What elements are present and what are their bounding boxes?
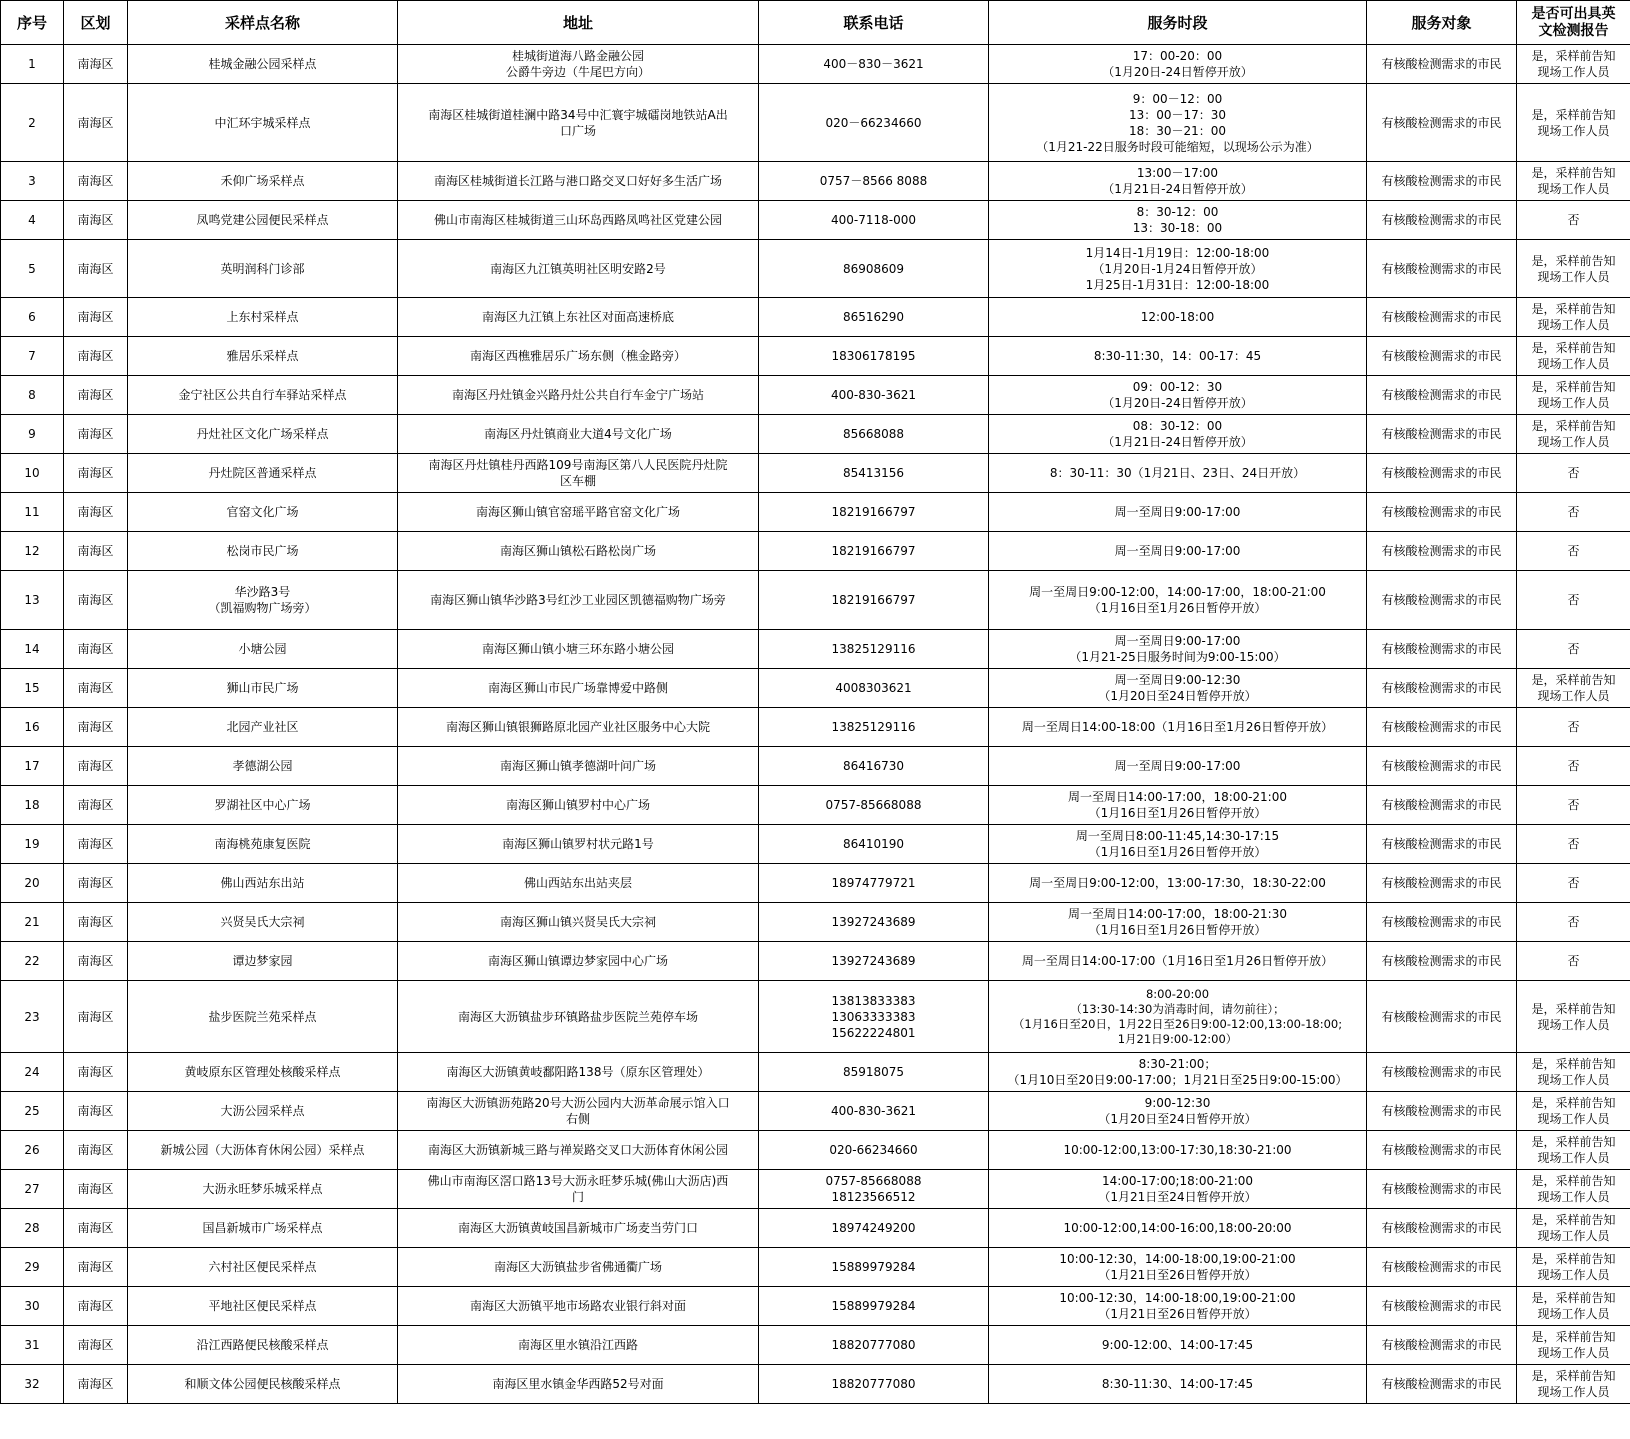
table-row xyxy=(1,786,1630,825)
table-row xyxy=(1,981,1630,1053)
cell-service-target: 有核酸检测需求的市民 xyxy=(1367,1170,1517,1209)
cell-district: 南海区 xyxy=(64,825,128,864)
cell-service-hours: 周一至周日9:00-17:00 （1月21-25日服务时间为9:00-15:00） xyxy=(989,630,1367,669)
cell-site-name: 丹灶社区文化广场采样点 xyxy=(128,415,398,454)
cell-address: 南海区大沥镇盐步环镇路盐步医院兰苑停车场 xyxy=(398,981,759,1053)
cell-address: 南海区大沥镇新城三路与禅炭路交叉口大沥体育休闲公园 xyxy=(398,1131,759,1170)
cell-service-target: 有核酸检测需求的市民 xyxy=(1367,493,1517,532)
cell-english-report: 是，采样前告知 现场工作人员 xyxy=(1517,162,1630,201)
cell-district: 南海区 xyxy=(64,45,128,84)
cell-phone: 18820777080 xyxy=(759,1365,989,1404)
cell-service-hours: 8：30-12：00 13：30-18：00 xyxy=(989,201,1367,240)
cell-phone: 85668088 xyxy=(759,415,989,454)
header-service-hours: 服务时段 xyxy=(989,1,1367,45)
cell-phone: 18219166797 xyxy=(759,571,989,630)
cell-index: 3 xyxy=(1,162,64,201)
cell-district: 南海区 xyxy=(64,1053,128,1092)
cell-index: 19 xyxy=(1,825,64,864)
cell-english-report: 否 xyxy=(1517,747,1630,786)
cell-service-target: 有核酸检测需求的市民 xyxy=(1367,1209,1517,1248)
cell-service-target: 有核酸检测需求的市民 xyxy=(1367,1053,1517,1092)
cell-site-name: 金宁社区公共自行车驿站采样点 xyxy=(128,376,398,415)
cell-phone: 13927243689 xyxy=(759,942,989,981)
cell-index: 4 xyxy=(1,201,64,240)
cell-district: 南海区 xyxy=(64,454,128,493)
cell-index: 28 xyxy=(1,1209,64,1248)
cell-address: 南海区狮山镇孝德湖叶问广场 xyxy=(398,747,759,786)
cell-district: 南海区 xyxy=(64,493,128,532)
cell-index: 29 xyxy=(1,1248,64,1287)
cell-address: 佛山市南海区桂城街道三山环岛西路凤鸣社区党建公园 xyxy=(398,201,759,240)
cell-district: 南海区 xyxy=(64,747,128,786)
header-index: 序号 xyxy=(1,1,64,45)
cell-service-hours: 17：00-20：00 （1月20日-24日暂停开放） xyxy=(989,45,1367,84)
cell-index: 1 xyxy=(1,45,64,84)
table-row xyxy=(1,669,1630,708)
cell-site-name: 官窑文化广场 xyxy=(128,493,398,532)
cell-district: 南海区 xyxy=(64,864,128,903)
cell-index: 32 xyxy=(1,1365,64,1404)
cell-service-hours: 1月14日-1月19日：12:00-18:00 （1月20日-1月24日暂停开放） 1月25日-1月31日：12:00-18:00 xyxy=(989,240,1367,298)
cell-district: 南海区 xyxy=(64,1131,128,1170)
table-row xyxy=(1,825,1630,864)
cell-district: 南海区 xyxy=(64,1209,128,1248)
cell-english-report: 是，采样前告知 现场工作人员 xyxy=(1517,376,1630,415)
table-row xyxy=(1,240,1630,298)
cell-service-hours: 12:00-18:00 xyxy=(989,298,1367,337)
cell-index: 2 xyxy=(1,84,64,162)
cell-district: 南海区 xyxy=(64,1170,128,1209)
cell-english-report: 否 xyxy=(1517,630,1630,669)
cell-index: 23 xyxy=(1,981,64,1053)
cell-address: 南海区丹灶镇商业大道4号文化广场 xyxy=(398,415,759,454)
cell-service-hours: 10:00-12:00,13:00-17:30,18:30-21:00 xyxy=(989,1131,1367,1170)
cell-english-report: 否 xyxy=(1517,708,1630,747)
cell-english-report: 是，采样前告知 现场工作人员 xyxy=(1517,1209,1630,1248)
table-row xyxy=(1,532,1630,571)
cell-phone: 13825129116 xyxy=(759,630,989,669)
cell-district: 南海区 xyxy=(64,337,128,376)
table-row xyxy=(1,84,1630,162)
cell-service-target: 有核酸检测需求的市民 xyxy=(1367,415,1517,454)
header-service-target: 服务对象 xyxy=(1367,1,1517,45)
cell-service-target: 有核酸检测需求的市民 xyxy=(1367,162,1517,201)
cell-site-name: 上东村采样点 xyxy=(128,298,398,337)
header-site-name: 采样点名称 xyxy=(128,1,398,45)
table-row xyxy=(1,337,1630,376)
cell-index: 22 xyxy=(1,942,64,981)
cell-index: 24 xyxy=(1,1053,64,1092)
cell-index: 18 xyxy=(1,786,64,825)
cell-service-target: 有核酸检测需求的市民 xyxy=(1367,454,1517,493)
cell-site-name: 新城公园（大沥体育休闲公园）采样点 xyxy=(128,1131,398,1170)
cell-service-target: 有核酸检测需求的市民 xyxy=(1367,708,1517,747)
table-row xyxy=(1,1326,1630,1365)
table-row xyxy=(1,162,1630,201)
cell-phone: 0757-85668088 18123566512 xyxy=(759,1170,989,1209)
cell-site-name: 孝德湖公园 xyxy=(128,747,398,786)
cell-service-target: 有核酸检测需求的市民 xyxy=(1367,1092,1517,1131)
cell-phone: 86410190 xyxy=(759,825,989,864)
cell-site-name: 狮山市民广场 xyxy=(128,669,398,708)
cell-district: 南海区 xyxy=(64,201,128,240)
cell-index: 8 xyxy=(1,376,64,415)
header-district: 区划 xyxy=(64,1,128,45)
cell-english-report: 是，采样前告知 现场工作人员 xyxy=(1517,1365,1630,1404)
cell-address: 南海区九江镇上东社区对面高速桥底 xyxy=(398,298,759,337)
cell-district: 南海区 xyxy=(64,1248,128,1287)
cell-english-report: 是，采样前告知 现场工作人员 xyxy=(1517,45,1630,84)
cell-index: 20 xyxy=(1,864,64,903)
cell-address: 南海区狮山镇罗村状元路1号 xyxy=(398,825,759,864)
cell-service-hours: 9:00-12:30 （1月20日至24日暂停开放） xyxy=(989,1092,1367,1131)
cell-phone: 18974249200 xyxy=(759,1209,989,1248)
cell-english-report: 是，采样前告知 现场工作人员 xyxy=(1517,1131,1630,1170)
cell-index: 14 xyxy=(1,630,64,669)
cell-district: 南海区 xyxy=(64,708,128,747)
header-row xyxy=(1,1,1630,45)
cell-service-hours: 10:00-12:30，14:00-18:00,19:00-21:00 （1月21日至26日暂停开放） xyxy=(989,1287,1367,1326)
table-row xyxy=(1,708,1630,747)
cell-site-name: 平地社区便民采样点 xyxy=(128,1287,398,1326)
table-row xyxy=(1,571,1630,630)
cell-service-target: 有核酸检测需求的市民 xyxy=(1367,1365,1517,1404)
cell-english-report: 是，采样前告知 现场工作人员 xyxy=(1517,1053,1630,1092)
table-row xyxy=(1,1131,1630,1170)
cell-phone: 86416730 xyxy=(759,747,989,786)
cell-phone: 020－66234660 xyxy=(759,84,989,162)
table-row xyxy=(1,1092,1630,1131)
cell-service-target: 有核酸检测需求的市民 xyxy=(1367,669,1517,708)
cell-service-hours: 9：00－12：00 13：00－17：30 18：30－21：00 （1月21-22日服务时段可能缩短，以现场公示为准） xyxy=(989,84,1367,162)
cell-site-name: 谭边梦家园 xyxy=(128,942,398,981)
cell-address: 桂城街道海八路金融公园 公爵牛旁边（牛尾巴方向） xyxy=(398,45,759,84)
cell-service-hours: 周一至周日14:00-18:00（1月16日至1月26日暂停开放） xyxy=(989,708,1367,747)
cell-service-hours: 8:30-11:30，14：00-17：45 xyxy=(989,337,1367,376)
table-row xyxy=(1,376,1630,415)
cell-english-report: 是，采样前告知 现场工作人员 xyxy=(1517,240,1630,298)
cell-index: 7 xyxy=(1,337,64,376)
cell-phone: 85918075 xyxy=(759,1053,989,1092)
cell-district: 南海区 xyxy=(64,415,128,454)
cell-service-target: 有核酸检测需求的市民 xyxy=(1367,240,1517,298)
cell-district: 南海区 xyxy=(64,786,128,825)
cell-english-report: 否 xyxy=(1517,201,1630,240)
cell-site-name: 雅居乐采样点 xyxy=(128,337,398,376)
cell-address: 南海区桂城街道桂澜中路34号中汇寰宇城礌岗地铁站A出 口广场 xyxy=(398,84,759,162)
cell-phone: 13927243689 xyxy=(759,903,989,942)
cell-index: 25 xyxy=(1,1092,64,1131)
cell-district: 南海区 xyxy=(64,1365,128,1404)
cell-address: 南海区丹灶镇桂丹西路109号南海区第八人民医院丹灶院 区车棚 xyxy=(398,454,759,493)
cell-phone: 13825129116 xyxy=(759,708,989,747)
cell-district: 南海区 xyxy=(64,981,128,1053)
cell-district: 南海区 xyxy=(64,84,128,162)
cell-phone: 400-830-3621 xyxy=(759,1092,989,1131)
cell-service-target: 有核酸检测需求的市民 xyxy=(1367,1131,1517,1170)
cell-phone: 18820777080 xyxy=(759,1326,989,1365)
cell-phone: 86908609 xyxy=(759,240,989,298)
cell-address: 南海区大沥镇黄岐鄱阳路138号（原东区管理处） xyxy=(398,1053,759,1092)
cell-address: 南海区狮山镇松石路松岗广场 xyxy=(398,532,759,571)
cell-address: 南海区大沥镇沥苑路20号大沥公园内大沥革命展示馆入口 右侧 xyxy=(398,1092,759,1131)
cell-service-hours: 8：30-11：30（1月21日、23日、24日开放） xyxy=(989,454,1367,493)
cell-phone: 18219166797 xyxy=(759,532,989,571)
table-row xyxy=(1,1248,1630,1287)
cell-phone: 18974779721 xyxy=(759,864,989,903)
cell-english-report: 是，采样前告知 现场工作人员 xyxy=(1517,1092,1630,1131)
cell-site-name: 黄岐原东区管理处核酸采样点 xyxy=(128,1053,398,1092)
cell-phone: 13813833383 13063333383 15622224801 xyxy=(759,981,989,1053)
cell-site-name: 罗湖社区中心广场 xyxy=(128,786,398,825)
table-row xyxy=(1,1053,1630,1092)
cell-site-name: 北园产业社区 xyxy=(128,708,398,747)
table-row xyxy=(1,630,1630,669)
cell-service-hours: 周一至周日14:00-17:00（1月16日至1月26日暂停开放） xyxy=(989,942,1367,981)
cell-address: 南海区狮山镇银狮路原北园产业社区服务中心大院 xyxy=(398,708,759,747)
cell-service-target: 有核酸检测需求的市民 xyxy=(1367,1248,1517,1287)
cell-index: 9 xyxy=(1,415,64,454)
cell-phone: 400-830-3621 xyxy=(759,376,989,415)
cell-service-target: 有核酸检测需求的市民 xyxy=(1367,337,1517,376)
cell-phone: 0757-85668088 xyxy=(759,786,989,825)
cell-index: 27 xyxy=(1,1170,64,1209)
cell-address: 南海区桂城街道长江路与港口路交叉口好好多生活广场 xyxy=(398,162,759,201)
cell-address: 南海区大沥镇平地市场路农业银行斜对面 xyxy=(398,1287,759,1326)
cell-phone: 18306178195 xyxy=(759,337,989,376)
cell-address: 南海区狮山市民广场靠博爱中路侧 xyxy=(398,669,759,708)
cell-service-hours: 周一至周日9:00-12:30 （1月20日至24日暂停开放） xyxy=(989,669,1367,708)
cell-site-name: 南海桃苑康复医院 xyxy=(128,825,398,864)
cell-service-hours: 周一至周日9:00-17:00 xyxy=(989,747,1367,786)
cell-address: 南海区狮山镇官窑瑶平路官窑文化广场 xyxy=(398,493,759,532)
table-row xyxy=(1,1365,1630,1404)
cell-service-target: 有核酸检测需求的市民 xyxy=(1367,1287,1517,1326)
cell-district: 南海区 xyxy=(64,942,128,981)
cell-address: 南海区大沥镇盐步省佛通衢广场 xyxy=(398,1248,759,1287)
cell-address: 佛山市南海区滘口路13号大沥永旺梦乐城(佛山大沥店)西 门 xyxy=(398,1170,759,1209)
cell-index: 17 xyxy=(1,747,64,786)
table-row xyxy=(1,493,1630,532)
table-row xyxy=(1,942,1630,981)
cell-service-hours: 8:30-21:00； （1月10日至20日9:00-17:00；1月21日至25日9:00-15:00） xyxy=(989,1053,1367,1092)
cell-site-name: 小塘公园 xyxy=(128,630,398,669)
cell-address: 南海区丹灶镇金兴路丹灶公共自行车金宁广场站 xyxy=(398,376,759,415)
cell-service-target: 有核酸检测需求的市民 xyxy=(1367,1326,1517,1365)
cell-site-name: 大沥公园采样点 xyxy=(128,1092,398,1131)
cell-english-report: 否 xyxy=(1517,903,1630,942)
cell-phone: 020-66234660 xyxy=(759,1131,989,1170)
cell-phone: 400-7118-000 xyxy=(759,201,989,240)
cell-service-target: 有核酸检测需求的市民 xyxy=(1367,45,1517,84)
cell-index: 26 xyxy=(1,1131,64,1170)
cell-site-name: 六村社区便民采样点 xyxy=(128,1248,398,1287)
cell-english-report: 是，采样前告知 现场工作人员 xyxy=(1517,1287,1630,1326)
cell-district: 南海区 xyxy=(64,571,128,630)
table-row xyxy=(1,747,1630,786)
cell-service-target: 有核酸检测需求的市民 xyxy=(1367,376,1517,415)
cell-phone: 18219166797 xyxy=(759,493,989,532)
cell-index: 5 xyxy=(1,240,64,298)
cell-service-hours: 10:00-12:30，14:00-18:00,19:00-21:00 （1月21日至26日暂停开放） xyxy=(989,1248,1367,1287)
cell-index: 31 xyxy=(1,1326,64,1365)
cell-district: 南海区 xyxy=(64,669,128,708)
cell-service-target: 有核酸检测需求的市民 xyxy=(1367,630,1517,669)
table-row xyxy=(1,1170,1630,1209)
table-row xyxy=(1,1287,1630,1326)
table-row xyxy=(1,454,1630,493)
cell-english-report: 是，采样前告知 现场工作人员 xyxy=(1517,415,1630,454)
cell-english-report: 否 xyxy=(1517,786,1630,825)
cell-service-hours: 周一至周日8:00-11:45,14:30-17:15 （1月16日至1月26日暂停开放） xyxy=(989,825,1367,864)
header-english-report: 是否可出具英 文检测报告 xyxy=(1517,1,1630,45)
cell-service-hours: 8:30-11:30、14:00-17:45 xyxy=(989,1365,1367,1404)
cell-english-report: 否 xyxy=(1517,454,1630,493)
cell-index: 13 xyxy=(1,571,64,630)
cell-index: 12 xyxy=(1,532,64,571)
cell-district: 南海区 xyxy=(64,1092,128,1131)
cell-service-target: 有核酸检测需求的市民 xyxy=(1367,571,1517,630)
cell-english-report: 否 xyxy=(1517,864,1630,903)
cell-index: 16 xyxy=(1,708,64,747)
cell-english-report: 否 xyxy=(1517,493,1630,532)
table-row xyxy=(1,864,1630,903)
cell-service-hours: 10:00-12:00,14:00-16:00,18:00-20:00 xyxy=(989,1209,1367,1248)
table-row xyxy=(1,415,1630,454)
cell-site-name: 禾仰广场采样点 xyxy=(128,162,398,201)
cell-index: 10 xyxy=(1,454,64,493)
cell-address: 南海区里水镇沿江西路 xyxy=(398,1326,759,1365)
cell-english-report: 否 xyxy=(1517,942,1630,981)
cell-english-report: 否 xyxy=(1517,825,1630,864)
cell-english-report: 是，采样前告知 现场工作人员 xyxy=(1517,337,1630,376)
cell-index: 30 xyxy=(1,1287,64,1326)
cell-service-hours: 9:00-12:00、14:00-17:45 xyxy=(989,1326,1367,1365)
table-body xyxy=(1,45,1630,1404)
cell-service-hours: 周一至周日9:00-12:00，14:00-17:00，18:00-21:00 （1月16日至1月26日暂停开放） xyxy=(989,571,1367,630)
cell-address: 南海区狮山镇谭边梦家园中心广场 xyxy=(398,942,759,981)
cell-district: 南海区 xyxy=(64,240,128,298)
cell-site-name: 兴贤吴氏大宗祠 xyxy=(128,903,398,942)
cell-phone: 15889979284 xyxy=(759,1287,989,1326)
cell-service-hours: 周一至周日14:00-17:00，18:00-21:00 （1月16日至1月26日暂停开放） xyxy=(989,786,1367,825)
cell-site-name: 沿江西路便民核酸采样点 xyxy=(128,1326,398,1365)
cell-english-report: 是，采样前告知 现场工作人员 xyxy=(1517,1170,1630,1209)
cell-site-name: 凤鸣党建公园便民采样点 xyxy=(128,201,398,240)
cell-index: 15 xyxy=(1,669,64,708)
cell-english-report: 是，采样前告知 现场工作人员 xyxy=(1517,298,1630,337)
header-phone: 联系电话 xyxy=(759,1,989,45)
cell-service-hours: 08：30-12：00 （1月21日-24日暂停开放） xyxy=(989,415,1367,454)
cell-site-name: 英明润科门诊部 xyxy=(128,240,398,298)
cell-service-hours: 8:00-20:00 （13:30-14:30为消毒时间，请勿前往）； （1月16日至20日，1月22日至26日9:00-12:00,13:00-18:00; 1月21日9:00-12:00） xyxy=(989,981,1367,1053)
cell-english-report: 是，采样前告知 现场工作人员 xyxy=(1517,1248,1630,1287)
cell-address: 南海区狮山镇小塘三环东路小塘公园 xyxy=(398,630,759,669)
cell-site-name: 大沥永旺梦乐城采样点 xyxy=(128,1170,398,1209)
cell-site-name: 松岗市民广场 xyxy=(128,532,398,571)
cell-service-hours: 周一至周日9:00-17:00 xyxy=(989,493,1367,532)
cell-index: 21 xyxy=(1,903,64,942)
cell-english-report: 否 xyxy=(1517,532,1630,571)
cell-english-report: 是，采样前告知 现场工作人员 xyxy=(1517,84,1630,162)
cell-address: 南海区大沥镇黄岐国昌新城市广场麦当劳门口 xyxy=(398,1209,759,1248)
cell-index: 11 xyxy=(1,493,64,532)
table-row xyxy=(1,45,1630,84)
cell-district: 南海区 xyxy=(64,298,128,337)
cell-service-target: 有核酸检测需求的市民 xyxy=(1367,942,1517,981)
cell-address: 南海区狮山镇罗村中心广场 xyxy=(398,786,759,825)
cell-english-report: 是，采样前告知 现场工作人员 xyxy=(1517,669,1630,708)
table-row xyxy=(1,201,1630,240)
cell-service-target: 有核酸检测需求的市民 xyxy=(1367,981,1517,1053)
cell-phone: 15889979284 xyxy=(759,1248,989,1287)
cell-address: 南海区西樵雅居乐广场东侧（樵金路旁） xyxy=(398,337,759,376)
cell-phone: 400－830－3621 xyxy=(759,45,989,84)
cell-service-target: 有核酸检测需求的市民 xyxy=(1367,298,1517,337)
cell-district: 南海区 xyxy=(64,903,128,942)
cell-service-hours: 14:00-17:00;18:00-21:00 （1月21日至24日暂停开放） xyxy=(989,1170,1367,1209)
cell-district: 南海区 xyxy=(64,630,128,669)
cell-index: 6 xyxy=(1,298,64,337)
cell-phone: 85413156 xyxy=(759,454,989,493)
cell-service-target: 有核酸检测需求的市民 xyxy=(1367,532,1517,571)
cell-address: 南海区九江镇英明社区明安路2号 xyxy=(398,240,759,298)
cell-site-name: 丹灶院区普通采样点 xyxy=(128,454,398,493)
cell-district: 南海区 xyxy=(64,532,128,571)
cell-service-hours: 周一至周日9:00-17:00 xyxy=(989,532,1367,571)
cell-service-target: 有核酸检测需求的市民 xyxy=(1367,903,1517,942)
cell-service-target: 有核酸检测需求的市民 xyxy=(1367,201,1517,240)
cell-service-hours: 09：00-12：30 （1月20日-24日暂停开放） xyxy=(989,376,1367,415)
cell-site-name: 佛山西站东出站 xyxy=(128,864,398,903)
cell-phone: 0757－8566 8088 xyxy=(759,162,989,201)
cell-service-hours: 周一至周日14:00-17:00，18:00-21:30 （1月16日至1月26日暂停开放） xyxy=(989,903,1367,942)
header-address: 地址 xyxy=(398,1,759,45)
cell-site-name: 国昌新城市广场采样点 xyxy=(128,1209,398,1248)
cell-address: 南海区里水镇金华西路52号对面 xyxy=(398,1365,759,1404)
cell-service-hours: 13:00－17:00 （1月21日-24日暂停开放） xyxy=(989,162,1367,201)
cell-service-target: 有核酸检测需求的市民 xyxy=(1367,825,1517,864)
cell-site-name: 盐步医院兰苑采样点 xyxy=(128,981,398,1053)
cell-service-target: 有核酸检测需求的市民 xyxy=(1367,747,1517,786)
cell-district: 南海区 xyxy=(64,162,128,201)
cell-address: 南海区狮山镇华沙路3号红沙工业园区凯德福购物广场旁 xyxy=(398,571,759,630)
cell-site-name: 桂城金融公园采样点 xyxy=(128,45,398,84)
cell-district: 南海区 xyxy=(64,376,128,415)
cell-english-report: 是，采样前告知 现场工作人员 xyxy=(1517,981,1630,1053)
table-row xyxy=(1,298,1630,337)
cell-english-report: 是，采样前告知 现场工作人员 xyxy=(1517,1326,1630,1365)
cell-district: 南海区 xyxy=(64,1326,128,1365)
cell-address: 南海区狮山镇兴贤吴氏大宗祠 xyxy=(398,903,759,942)
cell-address: 佛山西站东出站夹层 xyxy=(398,864,759,903)
cell-phone: 4008303621 xyxy=(759,669,989,708)
cell-service-target: 有核酸检测需求的市民 xyxy=(1367,864,1517,903)
cell-district: 南海区 xyxy=(64,1287,128,1326)
cell-service-hours: 周一至周日9:00-12:00，13:00-17:30，18:30-22:00 xyxy=(989,864,1367,903)
cell-site-name: 和顺文体公园便民核酸采样点 xyxy=(128,1365,398,1404)
cell-site-name: 中汇环宇城采样点 xyxy=(128,84,398,162)
cell-phone: 86516290 xyxy=(759,298,989,337)
table-row xyxy=(1,903,1630,942)
cell-service-target: 有核酸检测需求的市民 xyxy=(1367,84,1517,162)
cell-site-name: 华沙路3号 （凯福购物广场旁） xyxy=(128,571,398,630)
cell-english-report: 否 xyxy=(1517,571,1630,630)
cell-service-target: 有核酸检测需求的市民 xyxy=(1367,786,1517,825)
table-row xyxy=(1,1209,1630,1248)
